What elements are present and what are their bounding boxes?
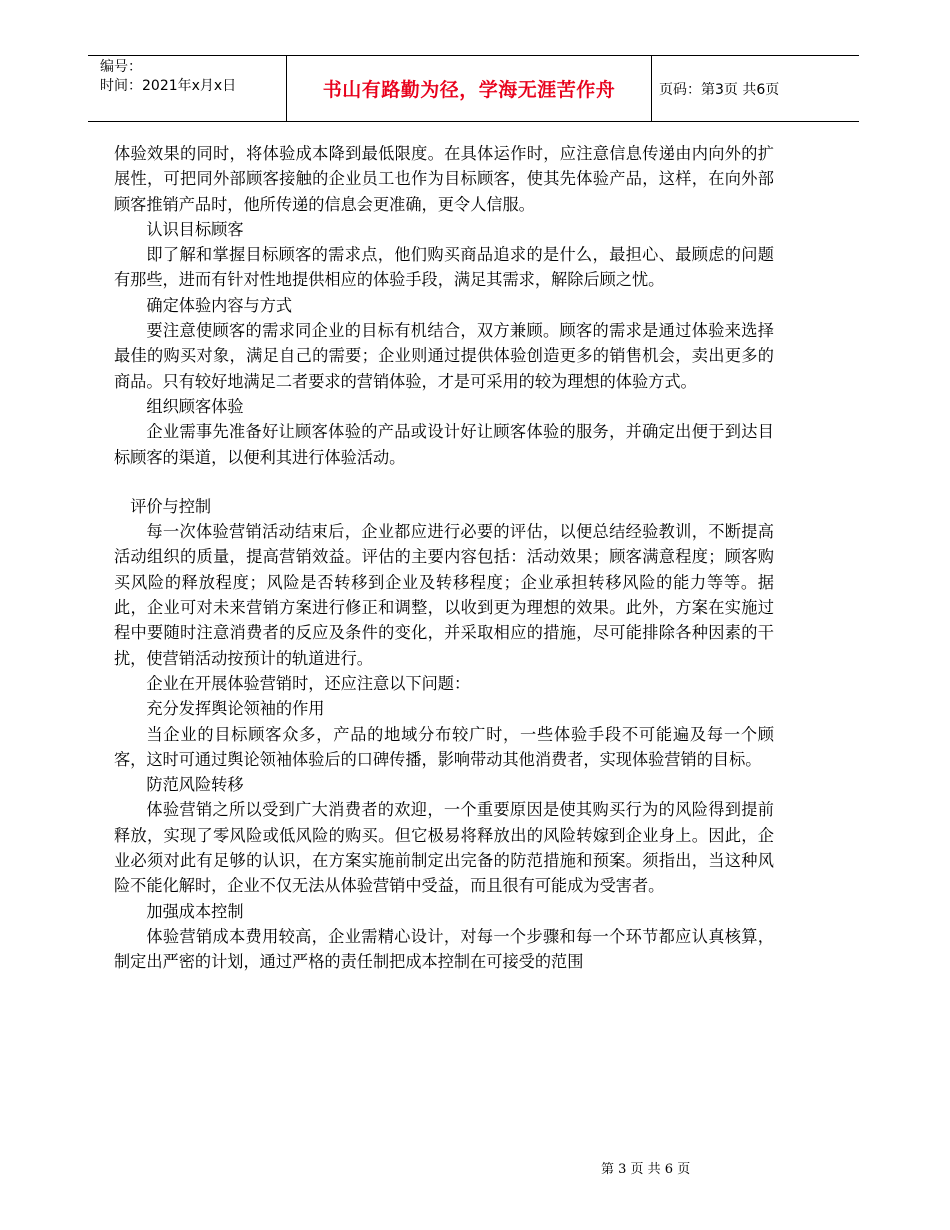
body-paragraph: 每一次体验营销活动结束后，企业都应进行必要的评估，以便总结经验教训，不断提高活动组织的质量，提高营销效益。评估的主要内容包括：活动效果；顾客满意程度；顾客购买风险的释放程度；风险是否转移到企业及转移程度；企业承担转移风险的能力等等。据此，企业可对未来营销方案进行修正和调整，以收到更为理想的效果。此外，方案在实施过程中要随时注意消费者的反应及条件的变化，并采取相应的措施，尽可能排除各种因素的干扰，使营销活动按预计的轨道进行。 (114, 522, 774, 668)
body-paragraph: 体验营销之所以受到广大消费者的欢迎，一个重要原因是使其购买行为的风险得到提前释放，实现了零风险或低风险的购买。但它极易将释放出的风险转嫁到企业身上。因此，企业必须对此有足够的认识，在方案实施前制定出完备的防范措施和预案。须指出，当这种风险不能化解时，企业不仅无法从体验营销中受益，而且很有可能成为受害者。 (114, 800, 774, 896)
section-heading: 评价与控制 (130, 496, 212, 516)
footer-page-number: 第 3 页 共 6 页 (601, 1162, 691, 1177)
section-heading: 认识目标顾客 (146, 219, 244, 239)
body-paragraph: 企业在开展体验营销时，还应注意以下问题： (146, 673, 471, 693)
section-heading: 加强成本控制 (146, 901, 244, 921)
header-bottom-rule (88, 121, 859, 122)
section-heading: 确定体验内容与方式 (146, 295, 293, 315)
header-page-info: 页码：第3页 共6页 (659, 81, 780, 98)
document-time-label: 时间：2021年x月x日 (100, 78, 237, 94)
section-heading: 组织顾客体验 (146, 396, 244, 416)
body-paragraph: 即了解和掌握目标顾客的需求点，他们购买商品追求的是什么，最担心、最顾虑的问题有那些，进而有针对性地提供相应的体验手段，满足其需求，解除后顾之忧。 (114, 245, 774, 290)
section-heading: 防范风险转移 (146, 775, 244, 795)
body-paragraph: 当企业的目标顾客众多，产品的地域分布较广时，一些体验手段不可能遍及每一个顾客，这时可通过舆论领袖体验后的口碑传播，影响带动其他消费者，实现体验营销的目标。 (114, 724, 774, 769)
header-motto: 书山有路勤为径，学海无涯苦作舟 (322, 79, 616, 101)
section-heading: 充分发挥舆论领袖的作用 (146, 699, 325, 719)
body-paragraph: 体验营销成本费用较高，企业需精心设计，对每一个步骤和每一个环节都应认真核算，制定出严密的计划，通过严格的责任制把成本控制在可接受的范围 (114, 926, 774, 972)
body-paragraph: 要注意使顾客的需求同企业的目标有机结合，双方兼顾。顾客的需求是通过体验来选择最佳的购买对象，满足自己的需要；企业则通过提供体验创造更多的销售机会，卖出更多的商品。只有较好地满足二者要求的营销体验，才是可采用的较为理想的体验方式。 (114, 321, 774, 391)
header-meta (100, 58, 236, 96)
document-body (114, 141, 774, 975)
body-paragraph: 体验效果的同时，将体验成本降到最低限度。在具体运作时，应注意信息传递由内向外的扩展性，可把同外部顾客接触的企业员工也作为目标顾客，使其先体验产品，这样，在向外部顾客推销产品时，他所传递的信息会更准确，更令人信服。 (114, 144, 774, 214)
document-number-label: 编号： (100, 59, 142, 75)
body-paragraph: 企业需事先准备好让顾客体验的产品或设计好让顾客体验的服务，并确定出便于到达目标顾客的渠道，以便利其进行体验活动。 (114, 422, 774, 467)
